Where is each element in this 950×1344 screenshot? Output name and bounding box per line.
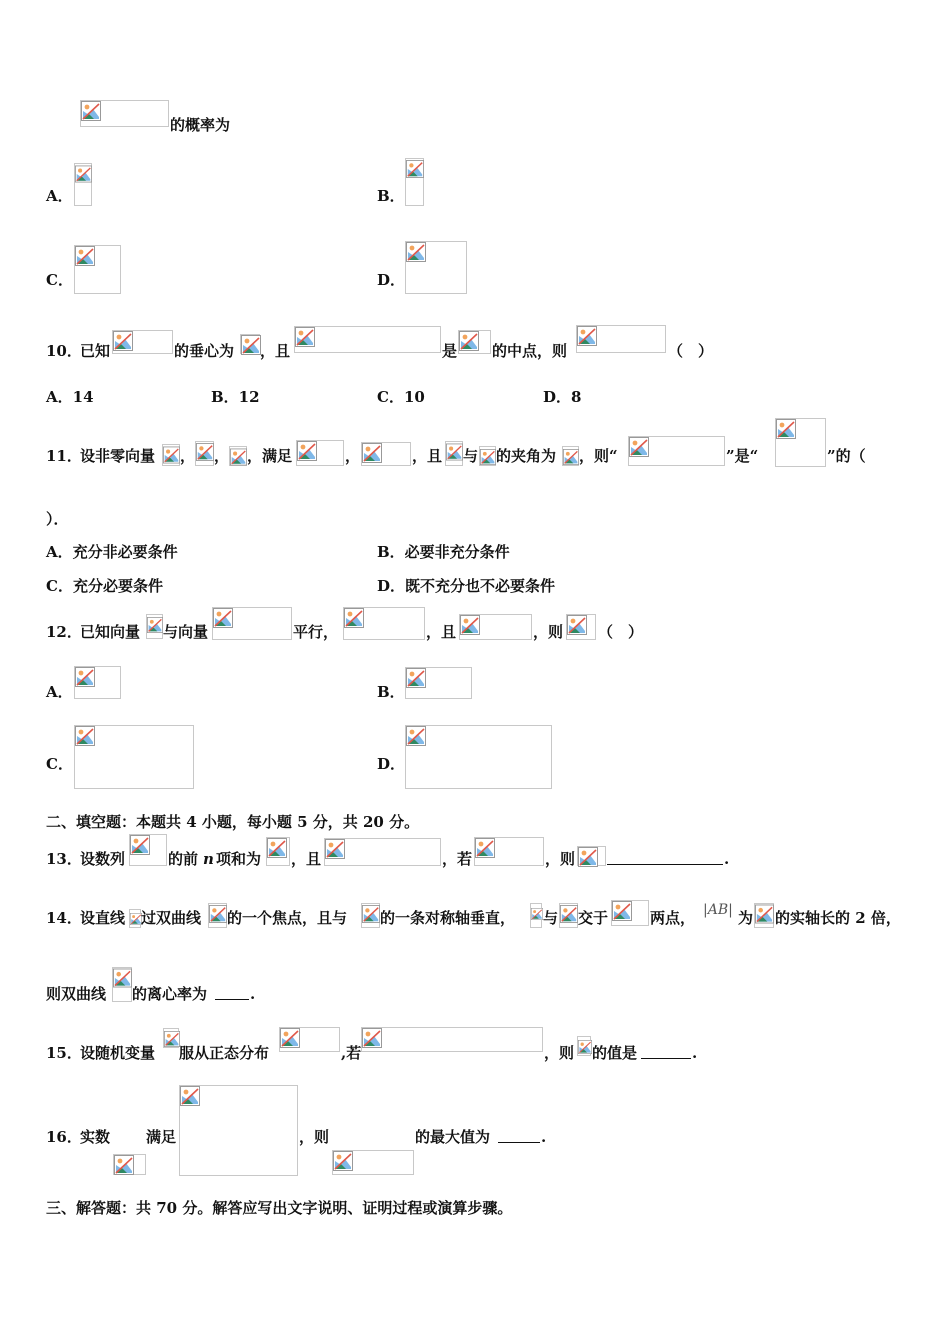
- q13-text-1: 设数列: [80, 850, 126, 868]
- q14-line2-text-1: 则双曲线: [46, 985, 107, 1003]
- q12-text-5: ，则: [533, 623, 564, 641]
- q16-text-2: 满足: [146, 1128, 177, 1146]
- formula-image: [628, 436, 725, 466]
- q14-text-2: 过双曲线: [141, 909, 202, 927]
- formula-image: [445, 441, 463, 466]
- q14-text-7: 两点，: [650, 909, 696, 927]
- q15-end: .: [692, 1044, 698, 1062]
- q15-answer-blank[interactable]: [641, 1044, 691, 1063]
- formula-image: [361, 903, 380, 928]
- q10-text-4: 是: [442, 342, 458, 360]
- q11-option-c: C．充分必要条件: [46, 577, 163, 595]
- q11-text-5: 的夹角为: [496, 447, 557, 465]
- q9-option-d-label: D．: [377, 271, 406, 289]
- q14-text-9: 的实轴长的 2 倍，: [775, 909, 901, 927]
- formula-image: [266, 837, 290, 866]
- q16-text-3: ，则: [299, 1128, 330, 1146]
- q13-text-5: ，若: [442, 850, 473, 868]
- q9-option-b-image: [405, 158, 424, 206]
- q10-paren: （ ）: [668, 342, 714, 360]
- q15-text-3: ,若: [341, 1044, 362, 1062]
- q14-text-3: 的一个焦点，且与: [227, 909, 348, 927]
- q10-option-d: D．8: [543, 388, 582, 406]
- formula-image: [112, 967, 132, 1002]
- formula-image: [240, 334, 260, 354]
- q14-text-4: 的一条对称轴垂直，: [380, 909, 516, 927]
- formula-image: [559, 903, 578, 928]
- q16-text-1: 实数: [80, 1128, 111, 1146]
- q11-option-d: D．既不充分也不必要条件: [377, 577, 556, 595]
- q9-option-c-image: [74, 245, 121, 294]
- q11-comma-3: ，: [345, 447, 361, 465]
- formula-image: [129, 909, 141, 928]
- formula-image: [129, 834, 167, 866]
- q13-answer-blank[interactable]: [607, 850, 723, 869]
- q15-text-4: ，则: [544, 1044, 575, 1062]
- q12-text-2: 与向量: [163, 623, 209, 641]
- q15-text-1: 设随机变量: [80, 1044, 156, 1062]
- q10-option-a: A．14: [46, 388, 94, 406]
- q9-option-a-label: A．: [46, 187, 73, 205]
- formula-image: [112, 330, 173, 354]
- formula-image: [611, 900, 649, 926]
- formula-image: [279, 1027, 340, 1052]
- q11-text-3: ，且: [412, 447, 443, 465]
- q12-option-a-image: [74, 666, 121, 699]
- formula-image: [163, 1028, 179, 1048]
- formula-image: [479, 446, 496, 466]
- formula-image: [577, 1036, 591, 1056]
- formula-image: [775, 418, 826, 467]
- q10-option-b: B．12: [211, 388, 260, 406]
- section-2-heading: 二、填空题：本题共 4 小题，每小题 5 分，共 20 分。: [46, 813, 420, 831]
- section-3-heading: 三、解答题：共 70 分。解答应写出文字说明、证明过程或演算步骤。: [46, 1199, 513, 1217]
- q16-answer-blank[interactable]: [498, 1128, 540, 1147]
- formula-image: [113, 1154, 146, 1175]
- formula-image: [562, 446, 579, 466]
- formula-image: [162, 444, 180, 466]
- formula-image: [577, 846, 606, 866]
- q12-option-b-label: B．: [377, 683, 405, 701]
- formula-image: [212, 607, 292, 640]
- formula-image: [566, 614, 596, 640]
- q14-ab-length: |AB|: [703, 902, 733, 918]
- formula-image: [458, 330, 491, 354]
- q11-option-a: A．充分非必要条件: [46, 543, 178, 561]
- q16-number: 16．: [46, 1128, 82, 1146]
- q10-text-5: 的中点，则: [492, 342, 568, 360]
- q11-option-b: B．必要非充分条件: [377, 543, 510, 561]
- q9-stem-tail: 的概率为: [170, 116, 231, 134]
- q11-text-2: ，满足: [247, 447, 293, 465]
- q13-text-2: 的前: [168, 850, 199, 868]
- q11-text-8: ”的（: [827, 447, 866, 465]
- formula-image: [324, 838, 441, 866]
- q10-text-2: 的垂心为: [174, 342, 235, 360]
- formula-image: [208, 903, 227, 928]
- q11-text-4: 与: [463, 447, 479, 465]
- q14-answer-blank[interactable]: [215, 985, 249, 1004]
- q15-text-2: 服从正态分布: [179, 1044, 270, 1062]
- formula-image: [80, 100, 169, 127]
- q14-text-6: 交于: [578, 909, 609, 927]
- formula-image: [146, 614, 163, 639]
- q9-option-d-image: [405, 241, 467, 294]
- q11-text-1: 设非零向量: [80, 447, 156, 465]
- q13-end: .: [724, 850, 730, 868]
- formula-image: [459, 614, 532, 640]
- q15-text-5: 的值是: [592, 1044, 638, 1062]
- q12-option-a-label: A．: [46, 683, 73, 701]
- q10-number: 10．: [46, 342, 82, 360]
- q12-text-4: ，且: [426, 623, 457, 641]
- q13-variable-n: n: [203, 850, 214, 868]
- q9-option-a-image: [74, 163, 92, 206]
- q11-number: 11．: [46, 447, 82, 465]
- q12-option-d-image: [405, 725, 552, 789]
- q14-text-5: 与: [543, 909, 559, 927]
- q14-number: 14．: [46, 909, 82, 927]
- formula-image: [332, 1150, 414, 1175]
- q10-text-1: 已知: [80, 342, 111, 360]
- q13-text-6: ，则: [545, 850, 576, 868]
- formula-image: [361, 1027, 543, 1052]
- q15-number: 15．: [46, 1044, 82, 1062]
- q13-text-4: ，且: [291, 850, 322, 868]
- formula-image: [195, 441, 214, 466]
- q14-text-8: 为: [738, 909, 754, 927]
- q12-option-b-image: [405, 667, 472, 699]
- q9-option-c-label: C．: [46, 271, 73, 289]
- q12-text-3: 平行，: [293, 623, 339, 641]
- q10-option-c: C．10: [377, 388, 425, 406]
- q13-text-3: 项和为: [216, 850, 262, 868]
- q10-text-3: ，且: [260, 342, 291, 360]
- q12-option-c-image: [74, 725, 194, 789]
- formula-image: [296, 440, 344, 466]
- q12-option-d-label: D．: [377, 755, 406, 773]
- q16-end: .: [541, 1128, 547, 1146]
- q11-comma-1: ，: [180, 447, 196, 465]
- formula-image: [294, 326, 441, 353]
- q12-paren: （ ）: [598, 623, 644, 641]
- q14-line2-text-2: 的离心率为: [132, 985, 208, 1003]
- q9-option-b-label: B．: [377, 187, 405, 205]
- formula-image: [474, 837, 544, 866]
- formula-image: [754, 903, 774, 928]
- formula-image: [179, 1085, 298, 1176]
- q11-text-7: ”是“: [726, 447, 759, 465]
- formula-image: [361, 442, 411, 466]
- formula-image: [229, 446, 247, 466]
- q16-text-4: 的最大值为: [415, 1128, 491, 1146]
- formula-image: [343, 607, 425, 640]
- q11-comma-2: ，: [214, 447, 230, 465]
- q12-number: 12．: [46, 623, 82, 641]
- q11-text-9: ）．: [46, 510, 69, 528]
- q14-end: .: [250, 985, 256, 1003]
- q11-text-6: ，则“: [579, 447, 618, 465]
- q12-option-c-label: C．: [46, 755, 73, 773]
- q12-text-1: 已知向量: [80, 623, 141, 641]
- formula-image: [530, 903, 542, 928]
- q13-number: 13．: [46, 850, 82, 868]
- q14-text-1: 设直线: [80, 909, 126, 927]
- formula-image: [576, 325, 666, 353]
